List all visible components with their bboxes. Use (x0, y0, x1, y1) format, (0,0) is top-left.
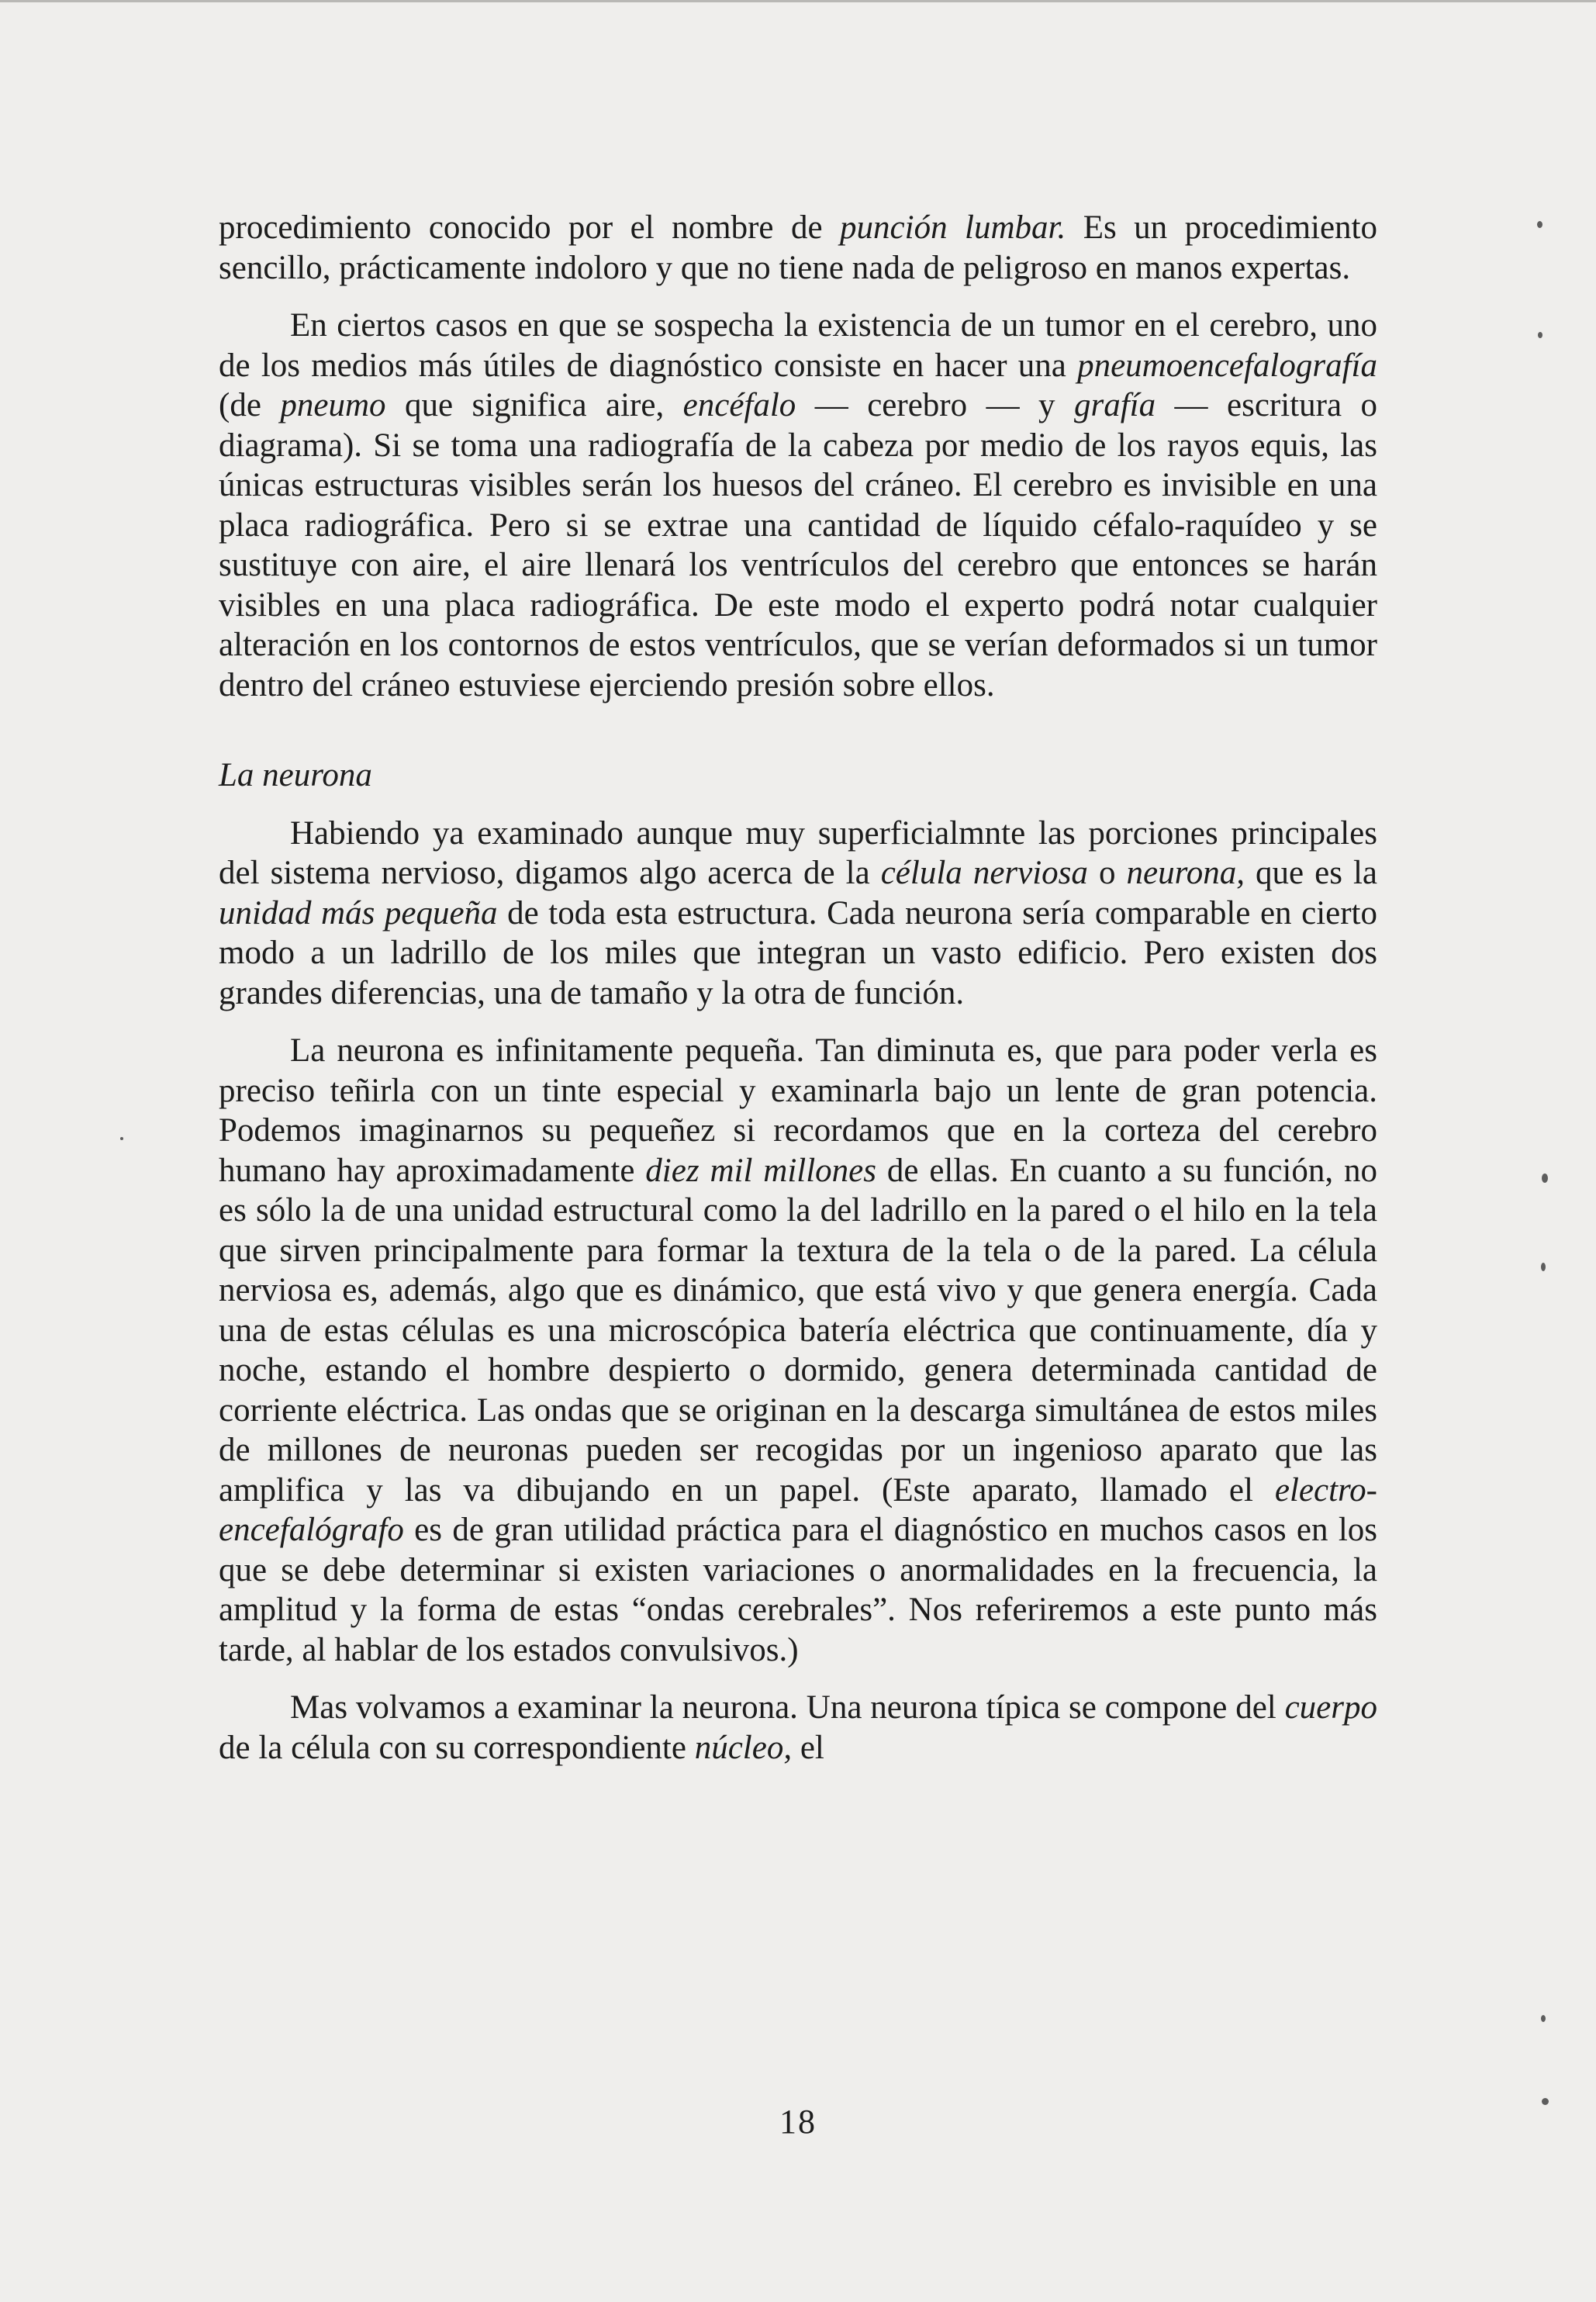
text-run: que es la (1244, 855, 1378, 891)
term-pneumoencephalography: pneumoencefalografía (1077, 347, 1377, 384)
scan-speck (1541, 2015, 1546, 2022)
section-heading: La neurona (219, 757, 372, 793)
paragraph-neuron-size-function (219, 1031, 1377, 1670)
page-top-edge (0, 0, 1596, 2)
text-run: de la célula con su correspondiente (219, 1729, 695, 1766)
paragraph-gap (219, 796, 1377, 814)
term-pneumo: pneumo (280, 387, 386, 423)
term-smallest-unit: unidad más pequeña (219, 894, 498, 932)
paragraph-pneumoencephalography (219, 306, 1377, 705)
term-graphy: grafía (1073, 387, 1156, 423)
text-run: el (792, 1729, 824, 1766)
term-ten-billion: diez mil millones (645, 1152, 876, 1189)
term-neuron: neurona, (1126, 855, 1245, 891)
page-number: 18 (779, 2103, 817, 2141)
term-lumbar-puncture: punción lumbar. (840, 209, 1066, 246)
text-run: (de (219, 387, 281, 423)
text-run: Es un procedimiento sencillo, prácticamente indoloro y que no tiene nada de peligroso en manos expertas. (219, 209, 1377, 286)
text-run: de toda esta estructura. Cada neurona sería comparable en cierto modo a un ladrillo de los miles que integran un vasto edificio. Pero existen dos grandes diferencias, una de tamaño y la otra de función. (219, 894, 1378, 1011)
paragraph-procedure-continuation (219, 208, 1377, 288)
paragraph-gap (219, 1670, 1377, 1688)
paragraph-gap (219, 1013, 1377, 1031)
text-run: — cerebro — y (796, 387, 1074, 423)
text-run: Habiendo ya examinado aunque muy superficialmnte las porciones principales del sistema nervioso, digamos algo acerca de la (219, 814, 1377, 891)
text-run: es de gran utilidad práctica para el diagnóstico en muchos casos en los que se debe determinar si existen variaciones o anormalidades en la frecuencia, la amplitud y la forma de estas “ondas cerebrales”. Nos referiremos a este punto más tarde, al hablar de los estados convulsivos.) (219, 1512, 1377, 1668)
scan-speck (1542, 1173, 1548, 1183)
text-run: Mas volvamos a examinar la neurona. Una neurona típica se compone del (290, 1689, 1285, 1726)
body-text (219, 208, 1377, 1768)
text-run: La neurona es infinitamente pequeña. Tan diminuta es, que para poder verla es preciso teñirla con un tinte especial y examinarla bajo un lente de gran potencia. Podemos imaginarnos su pequeñez si recordamos que en la corteza del cerebro humano hay aproximadamente (219, 1032, 1377, 1189)
text-run: — escritura o diagrama). Si se toma una radiografía de la cabeza por medio de los rayos equis, las únicas estructuras visibles serán los huesos del cráneo. El cerebro es invisible en una placa radiográfica. Pero si se extrae una cantidad de líquido céfalo-raquídeo y se sustituye con aire, el aire llenará los ventrículos del cerebro que entonces se harán visibles en una placa radiográfica. De este modo el experto podrá notar cualquier alteración en los contornos de estos ventrículos, que se verían deformados si un tumor dentro del cráneo estuviese ejerciendo presión sobre ellos. (219, 387, 1377, 703)
scan-speck (1542, 2098, 1549, 2105)
text-run: procedimiento conocido por el nombre de (219, 209, 841, 246)
paragraph-typical-neuron (219, 1688, 1377, 1768)
scan-speck (1538, 332, 1542, 338)
text-run: En ciertos casos en que se sospecha la existencia de un tumor en el cerebro, uno de los medios más útiles de diagnóstico consiste en hacer una (219, 307, 1377, 384)
term-electroencephalograph: electro-encefalógrafo (219, 1471, 1377, 1548)
paragraph-gap (219, 288, 1377, 306)
scan-speck (1541, 1263, 1546, 1271)
term-cell-body: cuerpo (1284, 1689, 1377, 1726)
section-gap (219, 705, 1377, 755)
scan-speck (1537, 221, 1542, 228)
text-run: que significa aire, (385, 387, 683, 423)
term-nucleus: núcleo, (694, 1729, 793, 1766)
term-nerve-cell: célula nerviosa (880, 855, 1088, 891)
scan-speck (120, 1137, 123, 1140)
term-encephalo: encéfalo (682, 387, 796, 423)
paragraph-neuron-intro (219, 814, 1377, 1014)
text-run: o (1087, 855, 1127, 891)
text-run: de ellas. En cuanto a su función, no es sólo la de una unidad estructural como la del ladrillo en la pared o el hilo en la tela que sirven principalmente para formar la textura de la tela o de la pared. La célula nerviosa es, además, algo que es dinámico, que está vivo y que genera energía. Cada una de estas células es una microscópica batería eléctrica que continuamente, día y noche, estando el hombre despierto o dormido, genera determinada cantidad de corriente eléctrica. Las ondas que se originan en la descarga simultánea de estos miles de millones de neuronas pueden ser recogidas por un ingenioso aparato que las amplifica y las va dibujando en un papel. (Este aparato, llamado el (219, 1152, 1377, 1509)
